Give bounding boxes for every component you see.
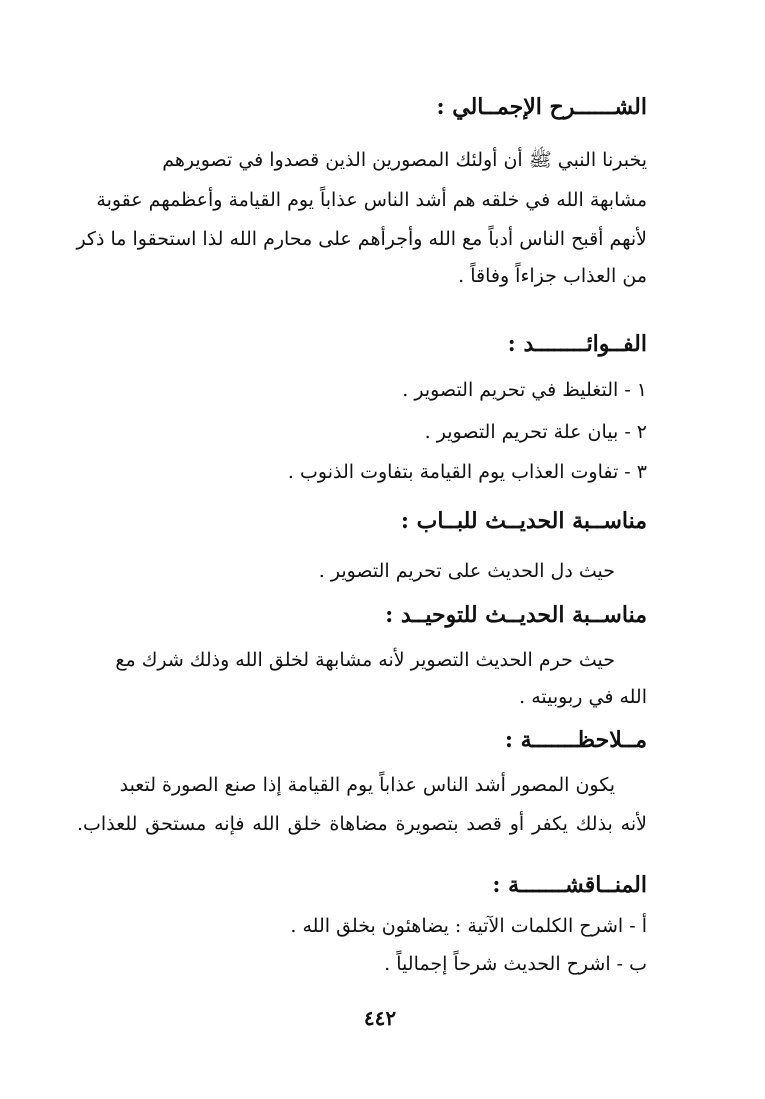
- discussion-item-a: أ - اشرح الكلمات الآتية : يضاهئون بخلق الله .: [290, 915, 647, 937]
- tawheed-relevance-line-2: الله في ربوبيته .: [519, 686, 647, 708]
- tawheed-relevance-heading: مناســبة الحديــث للتوحيــد :: [385, 602, 647, 628]
- note-line-2: لأنه بذلك يكفر أو قصد بتصويرة مضاهاة خلق الله فإنه مستحق للعذاب.: [77, 813, 647, 835]
- chapter-relevance-heading: مناســبة الحديــث للبــاب :: [400, 508, 647, 534]
- note-line-1: يكون المصور أشد الناس عذاباً يوم القيامة إذا صنع الصورة لتعبد: [119, 774, 615, 796]
- explanation-line-2: مشابهة الله في خلقه هم أشد الناس عذاباً يوم القيامة وأعظمهم عقوبة: [96, 189, 647, 211]
- explanation-line-1: يخبرنا النبي ﷺ أن أولئك المصورين الذين قصدوا في تصويرهم: [162, 149, 647, 171]
- explanation-line-4: من العذاب جزاءاً وفاقاً .: [458, 265, 647, 287]
- explanation-line-3: لأنهم أقبح الناس أدباً مع الله وأجرأهم على محارم الله لذا استحقوا ما ذكر: [76, 228, 647, 250]
- page-number: ٤٤٢: [363, 1006, 397, 1030]
- explanation-heading: الشــــــرح الإجمــالي :: [436, 94, 647, 120]
- discussion-item-b: ب - اشرح الحديث شرحاً إجمالياً .: [384, 953, 647, 975]
- benefits-heading: الفــوائــــــــد :: [507, 331, 647, 357]
- benefit-item-2: ٢ - بيان علة تحريم التصوير .: [424, 421, 647, 443]
- tawheed-relevance-line-1: حيث حرم الحديث التصوير لأنه مشابهة لخلق الله وذلك شرك مع: [115, 649, 615, 671]
- benefit-item-3: ٣ - تفاوت العذاب يوم القيامة بتفاوت الذنوب .: [287, 461, 647, 483]
- chapter-relevance-text: حيث دل الحديث على تحريم التصوير .: [318, 560, 615, 582]
- discussion-heading: المنــاقشـــــــة :: [492, 872, 647, 898]
- benefit-item-1: ١ - التغليظ في تحريم التصوير .: [402, 379, 647, 401]
- note-heading: مــلاحظـــــــة :: [504, 727, 647, 753]
